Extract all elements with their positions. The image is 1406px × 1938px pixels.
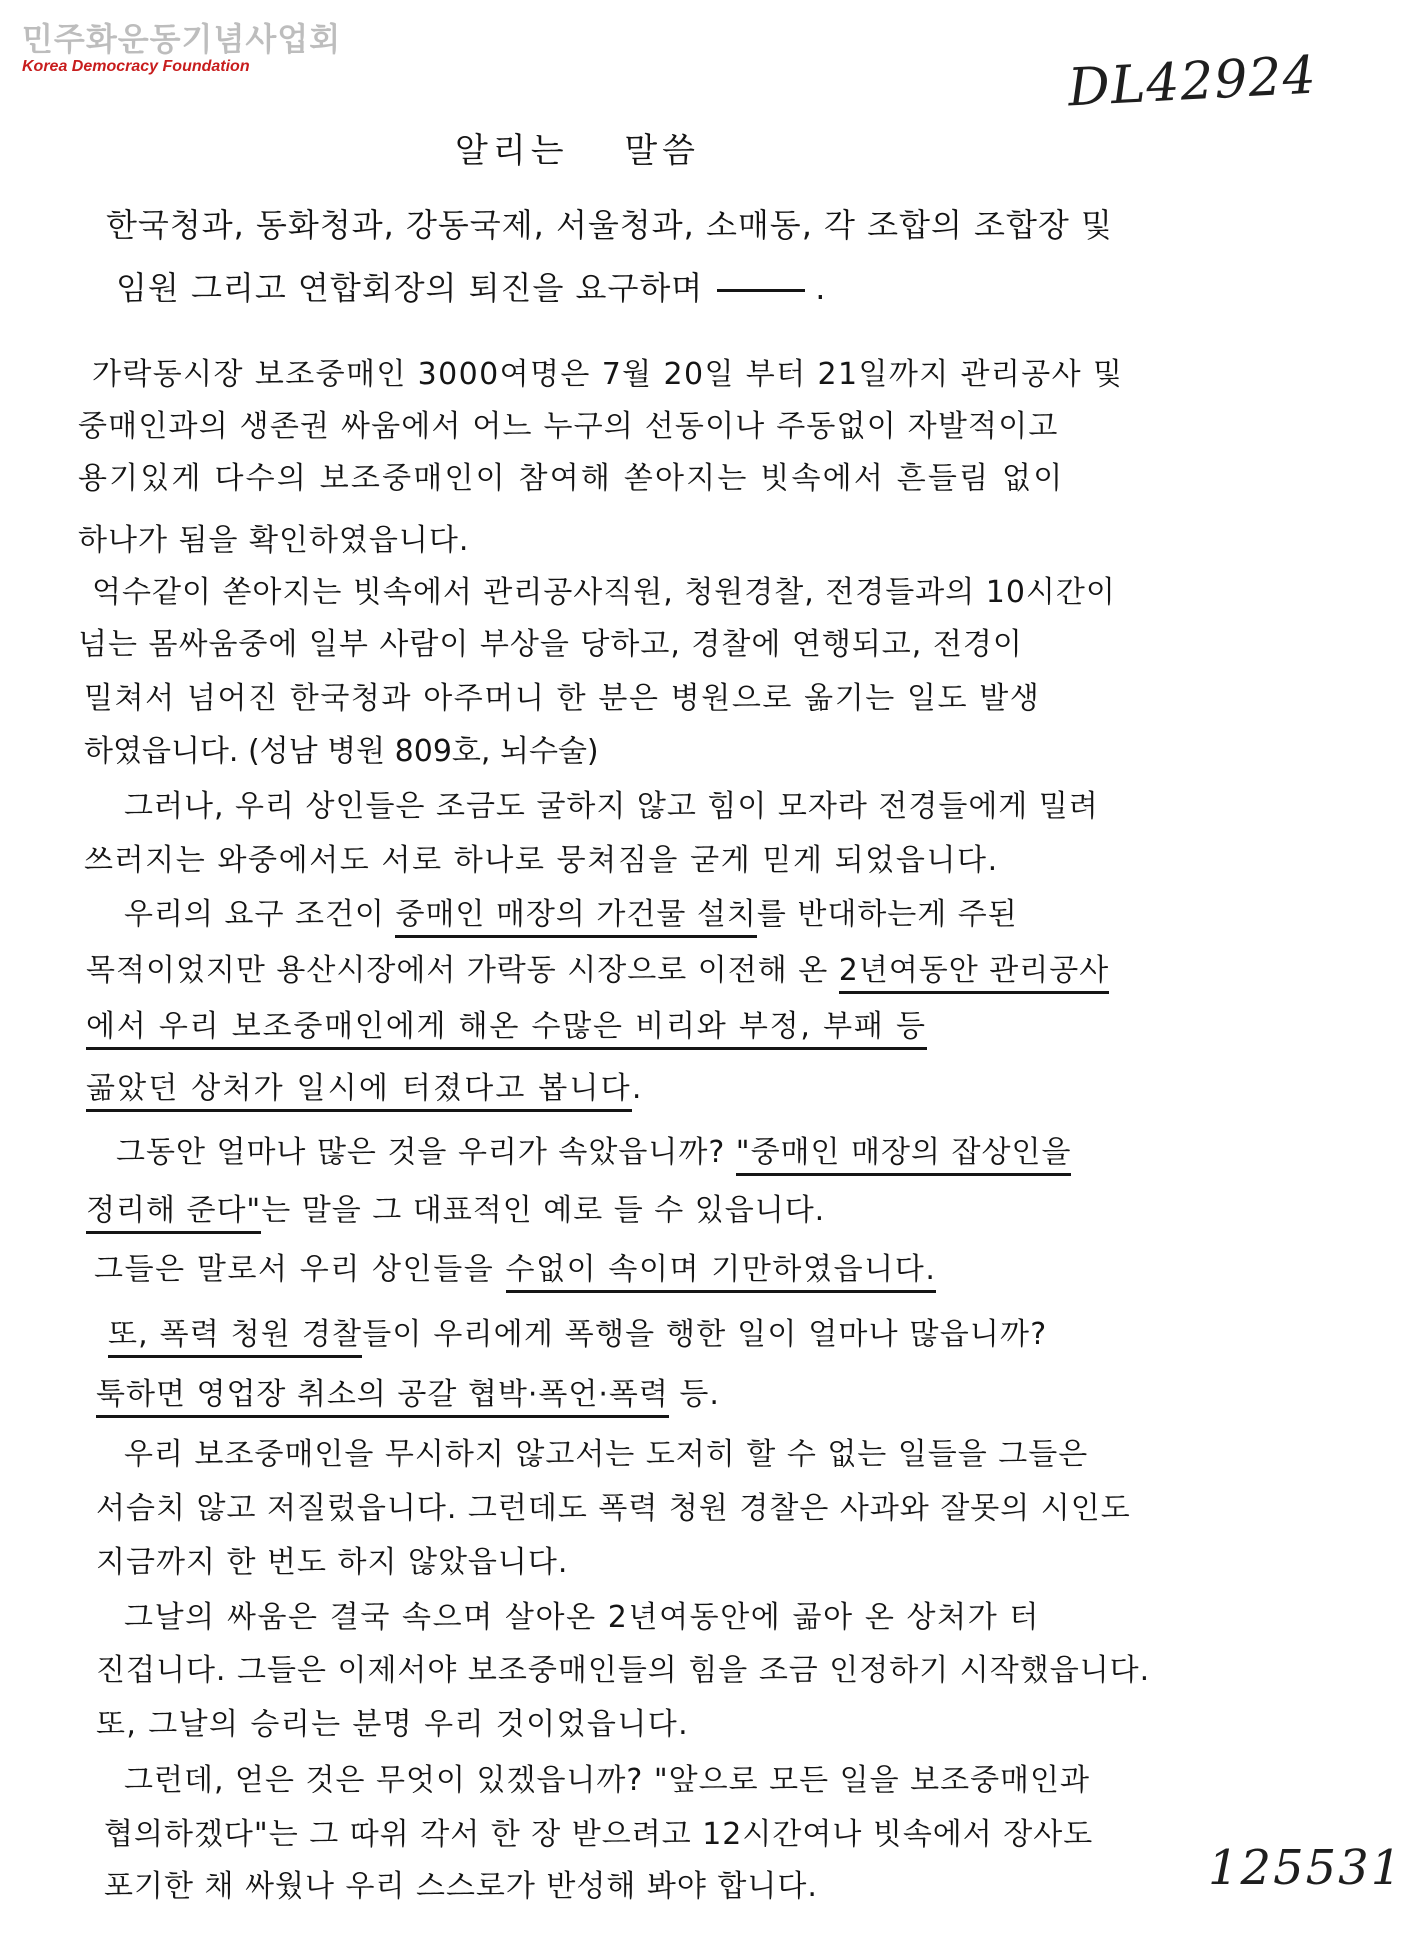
line-14-b: . — [631, 1071, 644, 1106]
dash-mark — [717, 289, 805, 292]
line-18-underlined: 또, 폭력 청원 경찰 — [108, 1317, 362, 1358]
body-line-21: 서슴치 않고 저질렀읍니다. 그런데도 폭력 청원 경찰은 사과와 잘못의 시인도 — [96, 1491, 1131, 1526]
line-17-underlined: 수없이 속이며 기만하였읍니다. — [506, 1252, 937, 1293]
body-line-26: 그런데, 얻은 것은 무엇이 있겠읍니까? "앞으로 모든 일을 보조중매인과 — [124, 1763, 1090, 1798]
document-title: 알리는 말씀 — [455, 131, 701, 171]
foundation-watermark — [22, 22, 341, 76]
body-line-28: 포기한 채 싸웠나 우리 스스로가 반성해 봐야 합니다. — [104, 1869, 818, 1904]
line-11-b: 를 반대하는게 주된 — [756, 897, 1018, 932]
heading-line-1: 한국청과, 동화청과, 강동국제, 서울청과, 소매동, 각 조합의 조합장 및 — [106, 206, 1113, 244]
body-line-22: 지금까지 한 번도 하지 않았읍니다. — [96, 1545, 569, 1580]
line-16-b: 는 말을 그 대표적인 예로 들 수 있읍니다. — [261, 1193, 826, 1228]
body-line-10: 쓰러지는 와중에서도 서로 하나로 뭉쳐짐을 굳게 믿게 되었읍니다. — [84, 843, 999, 878]
heading-period: . — [815, 269, 827, 307]
body-line-25: 또, 그날의 승리는 분명 우리 것이었읍니다. — [96, 1707, 690, 1742]
line-19-b: 등. — [668, 1377, 720, 1412]
line-12-underlined: 2년여동안 관리공사 — [839, 953, 1109, 994]
line-14-underlined: 곪았던 상처가 일시에 터졌다고 봅니다 — [86, 1071, 632, 1112]
page-number-handwritten: 125531 — [1208, 1840, 1404, 1896]
body-line-15 — [116, 1134, 1071, 1172]
line-15-a: 그동안 얼마나 많은 것을 우리가 속았읍니까? — [116, 1135, 736, 1170]
heading-line-2 — [116, 263, 826, 309]
watermark-korean: 민주화운동기념사업회 — [22, 20, 342, 58]
body-line-8: 하였읍니다. (성남 병원 809호, 뇌수술) — [84, 734, 599, 769]
line-12-a: 목적이었지만 용산시장에서 가락동 시장으로 이전해 온 — [86, 953, 839, 988]
body-line-16 — [86, 1192, 825, 1230]
line-13-underlined: 에서 우리 보조중매인에게 해온 수많은 비리와 부정, 부패 등 — [86, 1009, 927, 1050]
body-line-11 — [124, 896, 1018, 934]
watermark-english: Korea Democracy Foundation — [22, 58, 250, 75]
body-line-24: 진겁니다. 그들은 이제서야 보조중매인들의 힘을 조금 인정하기 시작했읍니다. — [96, 1653, 1151, 1688]
line-11-a: 우리의 요구 조건이 — [124, 897, 396, 932]
line-15-underlined: "중매인 매장의 잡상인을 — [736, 1135, 1072, 1176]
body-line-2: 중매인과의 생존권 싸움에서 어느 누구의 선동이나 주동없이 자발적이고 — [78, 409, 1059, 444]
line-18-b: 들이 우리에게 폭행을 행한 일이 얼마나 많읍니까? — [362, 1317, 1048, 1352]
body-line-23: 그날의 싸움은 결국 속으며 살아온 2년여동안에 곪아 온 상처가 터 — [124, 1600, 1040, 1635]
body-line-14 — [86, 1070, 644, 1108]
body-line-12 — [86, 952, 1109, 990]
body-line-27: 협의하겠다"는 그 따위 각서 한 장 받으려고 12시간여나 빗속에서 장사도 — [104, 1817, 1094, 1852]
body-line-1: 가락동시장 보조중매인 3000여명은 7월 20일 부터 21일까지 관리공사 및 — [92, 357, 1124, 392]
body-line-3: 용기있게 다수의 보조중매인이 참여해 쏟아지는 빗속에서 흔들림 없이 — [78, 461, 1065, 496]
body-line-19 — [96, 1376, 720, 1414]
body-line-9: 그러나, 우리 상인들은 조금도 굴하지 않고 힘이 모자라 전경들에게 밀려 — [124, 789, 1099, 824]
heading-line-2-text: 임원 그리고 연합회장의 퇴진을 요구하며 — [116, 269, 704, 307]
line-17-a: 그들은 말로서 우리 상인들을 — [94, 1252, 506, 1287]
body-line-18 — [108, 1316, 1047, 1354]
body-line-5: 억수같이 쏟아지는 빗속에서 관리공사직원, 청원경찰, 전경들과의 10시간이 — [92, 575, 1116, 610]
body-line-17 — [94, 1251, 936, 1289]
body-line-13 — [86, 1008, 927, 1046]
body-line-6: 넘는 몸싸움중에 일부 사람이 부상을 당하고, 경찰에 연행되고, 전경이 — [78, 627, 1023, 662]
body-line-7: 밀쳐서 넘어진 한국청과 아주머니 한 분은 병원으로 옮기는 일도 발생 — [84, 681, 1041, 716]
line-11-underlined: 중매인 매장의 가건물 설치 — [395, 897, 756, 938]
line-19-underlined: 툭하면 영업장 취소의 공갈 협박·폭언·폭력 — [96, 1377, 669, 1418]
document-id-handwritten: DL42924 — [1066, 45, 1319, 119]
line-16-underlined: 정리해 준다" — [86, 1193, 261, 1234]
body-line-4: 하나가 됨을 확인하였읍니다. — [78, 523, 470, 558]
body-line-20: 우리 보조중매인을 무시하지 않고서는 도저히 할 수 없는 일들을 그들은 — [124, 1437, 1089, 1472]
